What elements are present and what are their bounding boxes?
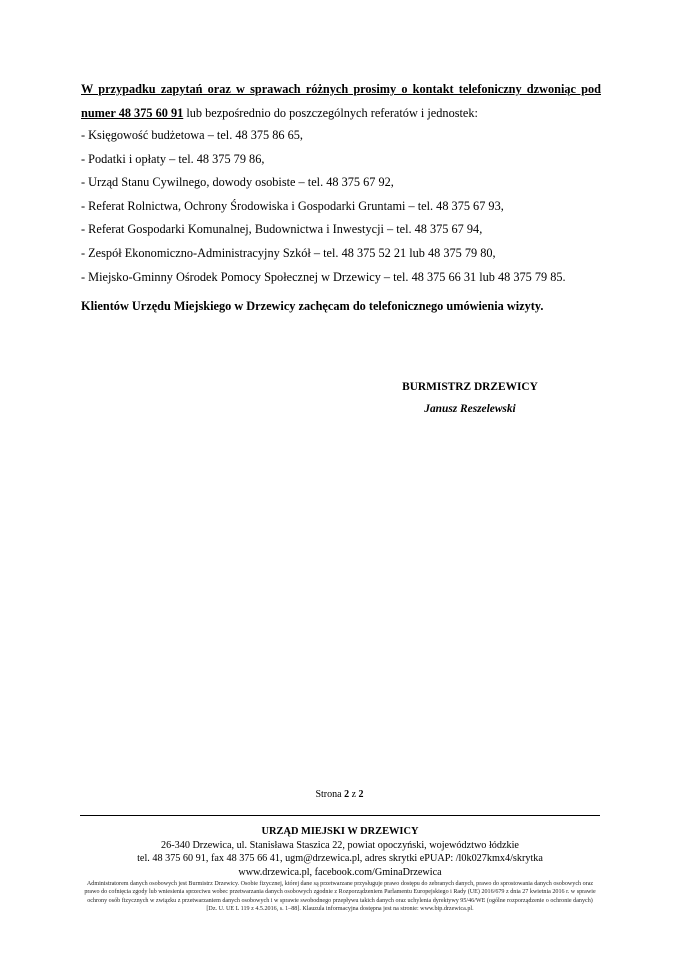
clients-note: Klientów Urzędu Miejskiego w Drzewicy zachęcam do telefonicznego umówienia wizyty. bbox=[81, 299, 544, 313]
footer-org-name: URZĄD MIEJSKI W DRZEWICY bbox=[261, 826, 419, 837]
page-number bbox=[0, 789, 679, 800]
contact-item-social-welfare: - Miejsko-Gminny Ośrodek Pomocy Społecznej w Drzewicy – tel. 48 375 66 31 lub 48 375 79 85. bbox=[81, 269, 566, 284]
page-number-prefix: Strona bbox=[315, 789, 345, 800]
footer-web: www.drzewica.pl, facebook.com/GminaDrzewica bbox=[238, 866, 442, 878]
footer-contact: tel. 48 375 60 91, fax 48 375 66 41, ugm@drzewica.pl, adres skrytki ePUAP: /l0k027kmx4/skrytka bbox=[137, 853, 543, 864]
contact-item-agriculture: - Referat Rolnictwa, Ochrony Środowiska i Gospodarki Gruntami – tel. 48 375 67 93, bbox=[81, 198, 504, 213]
footer bbox=[80, 825, 600, 879]
page-number-current: 2 bbox=[344, 789, 350, 800]
page-number-total: 2 bbox=[358, 789, 364, 800]
intro-phone-callout: W przypadku zapytań oraz w sprawach różnych prosimy o kontakt telefoniczny dzwoniąc pod numer 48 375 60 91 bbox=[81, 82, 601, 120]
gdpr-clause: Administratorem danych osobowych jest Burmistrz Drzewicy. Osobie fizycznej, której dane są przetwarzane przysługuje prawo dostępu do zebranych danych, prawo do sprostowania danych osobowych oraz prawo do cofnięcia zgody lub wniesienia sprzeciwu wobec przetwarzania danych osobowych zgodnie z Rozporządzeniem Parlamentu Europejskiego i Rady (UE) 2016/679 z dnia 27 kwietnia 2016 r. w sprawie ochrony osób fizycznych w związku z przetwarzaniem danych osobowych i w sprawie swobodnego przepływu takich danych oraz uchylenia dyrektywy 95/46/WE (ogólne rozporządzenie o ochronie danych) [Dz. U. UE L 119 z 4.5.2016, s. 1–88]. Klauzula informacyjna dostępna jest na stronie: www.bip.drzewica.pl. bbox=[84, 881, 596, 913]
page-number-sep: z bbox=[349, 789, 359, 800]
contact-item-taxes: - Podatki i opłaty – tel. 48 375 79 86, bbox=[81, 151, 265, 166]
intro-rest: lub bezpośrednio do poszczególnych referatów i jednostek: bbox=[183, 106, 478, 120]
footer-address: 26-340 Drzewica, ul. Stanisława Staszica 22, powiat opoczyński, województwo łódzkie bbox=[161, 839, 519, 851]
contact-list bbox=[81, 124, 611, 289]
signature-title: BURMISTRZ DRZEWICY bbox=[402, 381, 538, 393]
contact-item-civil-registry: - Urząd Stanu Cywilnego, dowody osobiste – tel. 48 375 67 92, bbox=[81, 175, 394, 190]
contact-item-schools: - Zespół Ekonomiczno-Administracyjny Szkół – tel. 48 375 52 21 lub 48 375 79 80, bbox=[81, 245, 496, 260]
intro-paragraph bbox=[81, 77, 601, 125]
contact-item-accounting: - Księgowość budżetowa – tel. 48 375 86 65, bbox=[81, 128, 303, 142]
signature-name: Janusz Reszelewski bbox=[424, 403, 516, 415]
footer-divider bbox=[80, 815, 600, 816]
contact-item-communal: - Referat Gospodarki Komunalnej, Budownictwa i Inwestycji – tel. 48 375 67 94, bbox=[81, 222, 483, 237]
